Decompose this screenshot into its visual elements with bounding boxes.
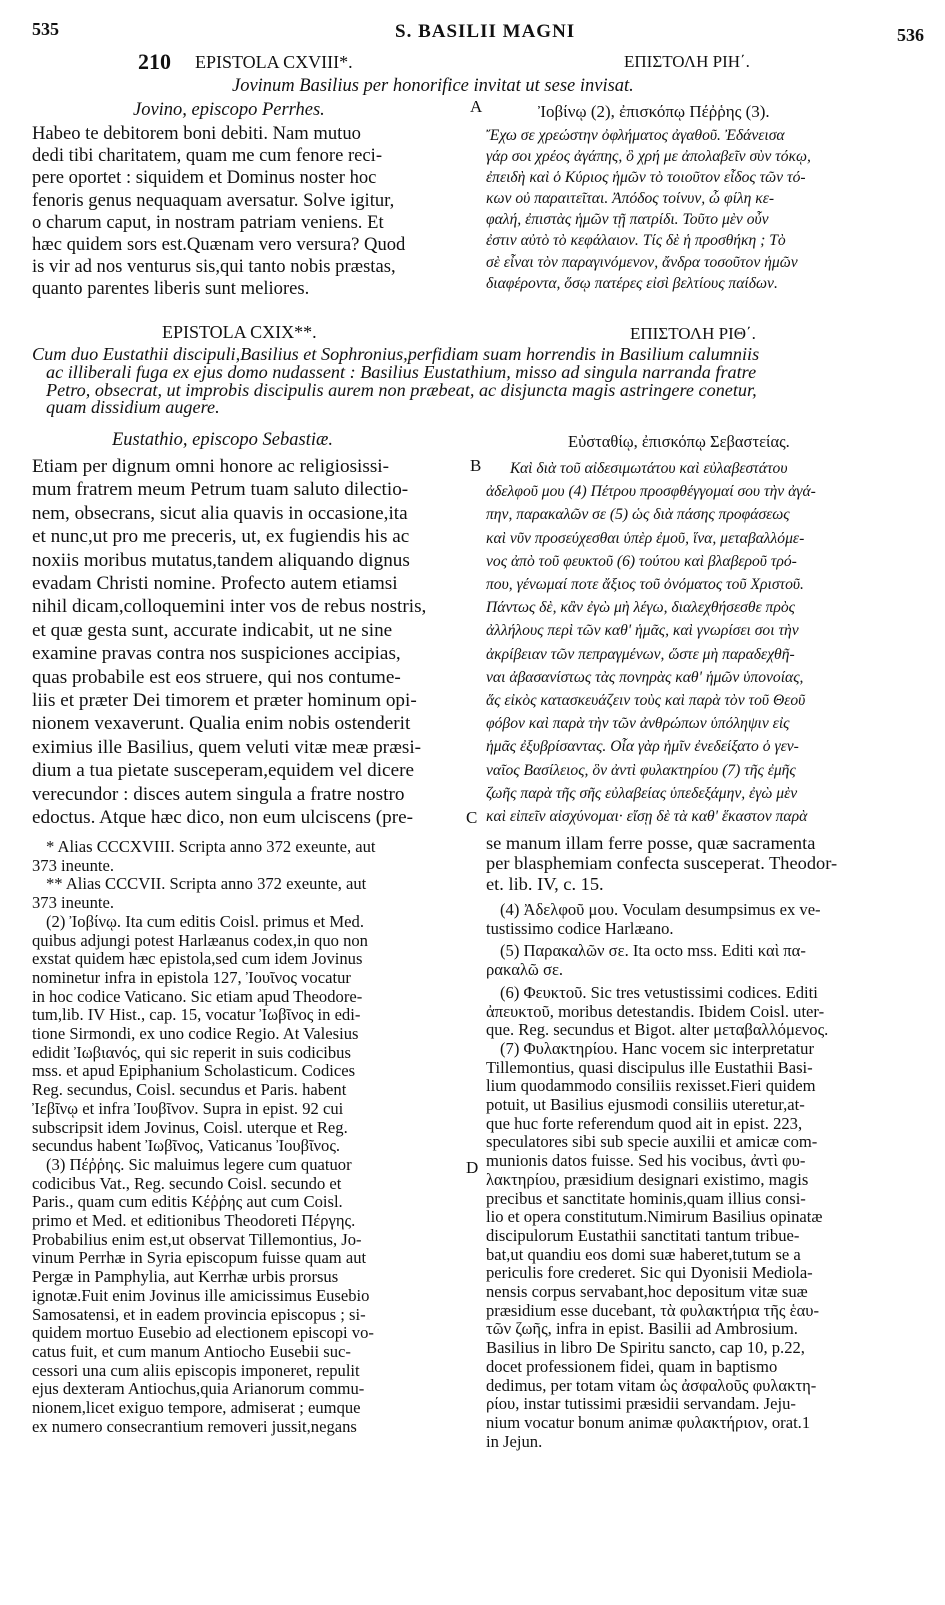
footnote-line: docet professionem fidei, quam in baptismo — [486, 1356, 778, 1376]
text-line: ἀλλήλους περὶ τῶν καθ' ἡμᾶς, καὶ γνωρίσει σοι τὴν — [486, 622, 799, 640]
text-line: dedi tibi charitatem, quam me cum fenore reci- — [32, 145, 383, 167]
footnote-line: edidit Ἰωβιανός, qui sic reperit in suis codicibus — [32, 1042, 351, 1062]
footnote-line: tum,lib. IV Hist., cap. 15, vocatur Ἰωβῖνος in edi- — [32, 1005, 361, 1025]
text-line: examine pravas contra nos suspiciones accipias, — [32, 643, 401, 665]
text-line: eximius ille Basilius, quem veluti vitæ meæ præsi- — [32, 736, 422, 758]
footnote-line: tustissimo codice Harlæano. — [486, 918, 674, 938]
text-line: Cum duo Eustathii discipuli,Basilius et Sophronius,perfidiam suam horrendis in Basilium calumniis — [32, 346, 760, 364]
footnote-line: ex numero consecrantium removeri jussit,negans — [32, 1416, 357, 1436]
footnote-line: τῶν ζωῆς, infra in epist. Basilii ad Ambrosium. — [486, 1319, 798, 1339]
epistle-title-latin: EPISTOLA CXIX**. — [162, 322, 317, 342]
text-line: νος ἀπὸ τοῦ φευκτοῦ (6) τούτου καὶ βλαβεροῦ τρό- — [486, 552, 797, 570]
epistle-title-greek: ΕΠΙΣΤΟΛΗ ΡΙΗ΄. — [624, 52, 750, 71]
addressee-latin: Jovino, episcopo Perrhes. — [133, 100, 325, 120]
text-line: φόβον καὶ παρὰ τὴν τῶν ἀνθρώπων ὑπόληψιν εἰς — [486, 715, 790, 733]
footnote-line: (6) Φευκτοῦ. Sic tres vetustissimi codices. Editi — [500, 982, 818, 1002]
footnote-line: cessori una cum aliis episcopis imponeret, repulit — [32, 1360, 360, 1380]
text-line: ἐστιν αὐτὸ τὸ κεφάλαιον. Τίς δὲ ἡ προσθήκη ; Τὸ — [486, 232, 786, 250]
footnote-line: speculatores sibi sub specie auxilii et amicæ com- — [486, 1132, 818, 1152]
addressee-greek: Εὐσταθίῳ, ἐπισκόπῳ Σεβαστείας. — [568, 432, 790, 451]
footnote-line: munionis datos fuisse. Sed his vocibus, ἀντὶ φυ- — [486, 1151, 806, 1171]
footnote-line: vinum Perrhæ in Syria episcopum fuisse quam aut — [32, 1248, 367, 1268]
note-continuation — [486, 833, 916, 894]
text-line: ἀδελφοῦ μου (4) Πέτρου προσφθέγγομαί σου τὴν ἀγά- — [486, 483, 816, 501]
footnote-line: nensis corpus servabant,hoc depositum vitæ suæ — [486, 1282, 808, 1302]
footnote-line: Paris., quam cum editis Κέῤῥης aut cum Coisl. — [32, 1192, 343, 1212]
footnote-line: exstat quidem hæc epistola,sed cum idem Jovinus — [32, 949, 363, 969]
greek-text-ep118 — [486, 125, 916, 294]
addressee-latin: Eustathio, episcopo Sebastiæ. — [112, 430, 333, 450]
footnote-line: (7) Φυλακτηρίου. Hanc vocem sic interpretatur — [500, 1038, 814, 1058]
footnote-line: quidem mortuo Eusebio ad electionem episcopi vo- — [32, 1323, 374, 1343]
addressee-greek: Ἰοβίνῳ (2), ἐπισκόπῳ Πέῤῥης (3). — [538, 102, 770, 121]
margin-letter-d: D — [466, 1158, 479, 1177]
text-line: Πάντως δὲ, κἂν ἐγὼ μὴ λέγω, διαλεχθήσεσθε πρὸς — [486, 599, 795, 617]
footnote-line: ejus dexteram Antiochus,quia Arianorum commu- — [32, 1379, 365, 1399]
text-line: που, γένωμαί ποτε ἄξιος τοῦ ὀνόματος τοῦ Χριστοῦ. — [486, 576, 804, 594]
text-line: Ἔχω σε χρεώστην ὀφλήματος ἀγαθοῦ. Ἐδάνεισα — [486, 127, 785, 144]
footnote-line: nium vocatur bonum animæ φυλακτήριον, orat.1 — [486, 1412, 811, 1432]
text-line: quam dissidium augere. — [46, 397, 220, 418]
text-line: ἐπειδὴ καὶ ὁ Κύριος ἡμῶν τὸ τοιοῦτον εἶδος τῶν τό- — [486, 169, 806, 187]
epistle-argument: Jovinum Basilius per honorifice invitat ut sese invisat. — [232, 76, 634, 96]
footnote-line: ** Alias CCCVII. Scripta anno 372 exeunte, aut — [46, 874, 367, 894]
footnote-line: præsidium esse ducebant, τὰ φυλακτήρια τῆς ἑαυ- — [486, 1300, 820, 1320]
text-line: nihil dicam,colloquemini inter vos de rebus nostris, — [32, 596, 427, 618]
footnote-line: Reg. secundus, Coisl. secundus et Paris. habent — [32, 1080, 347, 1100]
footnote-line: primo et Med. et editionibus Theodoreti Πέργης. — [32, 1211, 356, 1231]
page-number-left: 535 — [32, 19, 59, 39]
footnote-line: Basilius in libro De Spiritu sancto, cap 10, p.22, — [486, 1338, 805, 1358]
footnote-line: Samosatensi, et in eadem provincia episcopus ; si- — [32, 1304, 366, 1324]
text-line: dium a tua pietate susceperam,equidem vel dicere — [32, 760, 414, 782]
footnote-line: (2) Ἰοβίνῳ. Ita cum editis Coisl. primus et Med. — [46, 911, 364, 931]
footnote-line: precibus et sanctitate hominis,quam illius consi- — [486, 1188, 806, 1208]
footnote-line: lium quodammodo consiliis rexisset.Fieri quidem — [486, 1076, 816, 1096]
epistle-title-greek: ΕΠΙΣΤΟΛΗ ΡΙΘ΄. — [630, 324, 756, 343]
latin-text-ep119 — [32, 455, 472, 830]
footnote-line: Tillemontius, quasi discipulus ille Eustathii Basi- — [486, 1057, 813, 1077]
text-line: ἅς εἰκὸς κατασκευάζειν τοὺς καὶ παρὰ τὸν τοῦ Θεοῦ — [486, 692, 806, 710]
footnote-line: codicibus Vat., Reg. secundo Coisl. secundo et — [32, 1173, 342, 1193]
text-line: is vir ad nos venturus sis,qui tanto nobis præstas, — [32, 256, 396, 278]
text-line: quas probabile est eos struere, qui nos contume- — [32, 666, 401, 688]
text-line: quanto parentes liberis sunt meliores. — [32, 278, 310, 300]
latin-text-ep118 — [32, 123, 472, 301]
footnote-line: tione Sirmondi, ex uno codice Regio. At Valesius — [32, 1024, 359, 1044]
text-line: et. lib. IV, c. 15. — [486, 873, 604, 894]
greek-text-ep119 — [486, 457, 916, 828]
text-line: ναῖος Βασίλειος, ὃν ἀντὶ φυλακτηρίου (7) τῆς ἐμῆς — [486, 761, 796, 779]
text-line: pere oportet : siquidem et Dominus noster hoc — [32, 167, 377, 189]
text-line: nionem vexaverunt. Qualia enim nobis ostenderit — [32, 713, 411, 735]
footnote-line: quibus adjungi potest Harlæanus codex,in quo non — [32, 930, 368, 950]
footnote-line: potuit, ut Basilius ejusmodi consiliis uteretur,at- — [486, 1095, 805, 1115]
text-line: σὲ εἶναι τὸν παραγινόμενον, ἄνδρα τοσοῦτον ἡμῶν — [486, 253, 798, 271]
page-number-right: 536 — [897, 25, 924, 45]
text-line: ἡμᾶς ἐξυβρίσαντας. Οἷα γὰρ ἡμῖν ἐνεδείξατο ὁ γεν- — [486, 738, 799, 756]
margin-letter-c: C — [466, 808, 478, 827]
epistle-title-latin: EPISTOLA CXVIII*. — [195, 52, 353, 72]
text-line: Habeo te debitorem boni debiti. Nam mutuo — [32, 123, 361, 144]
text-line: ναι ἀβασανίστως τὰς πονηρὰς καθ' ἡμῶν ὑπονοίας, — [486, 668, 804, 686]
text-line: διαφέροντα, ὅσῳ πατέρες εἰσὶ βελτίους παίδων. — [486, 274, 778, 292]
text-line: fenoris genus nequaquam aversatur. Solve igitur, — [32, 189, 395, 211]
footnote-line: discipulorum Eustathii sanctitati tantum tribue- — [486, 1225, 800, 1245]
footnote-line: que. Reg. secundus et Bigot. alter μεταβαλλόμενος. — [486, 1020, 829, 1040]
footnote-line: ρακαλῶ σε. — [486, 960, 564, 980]
text-line: κων οὐ παραιτεῖται. Ἀπόδος τοίνυν, ὦ φίλη κε- — [486, 190, 775, 208]
text-line: Καὶ διὰ τοῦ αἰδεσιμωτάτου καὶ εὐλαβεστάτου — [510, 460, 788, 477]
text-line: se manum illam ferre posse, quæ sacramenta — [486, 833, 816, 853]
footnote-line: catus fuit, et cum manum Antiocho Eusebii suc- — [32, 1341, 351, 1361]
footnote-line: subscripsit idem Jovinus, Coisl. uterque et Reg. — [32, 1117, 348, 1137]
footnote-line: (3) Πέῤῥης. Sic maluimus legere cum quatuor — [46, 1154, 352, 1174]
text-line: ζωῆς παρὰ τῆς σῆς εὐλαβείας ὑπεδεξάμην, ἐγὼ μὲν — [486, 784, 798, 802]
running-title: S. BASILII MAGNI — [395, 21, 576, 42]
text-line: ac illiberali fuga ex ejus domo nudassent : Basilius Eustathium, misso ad singula narranda fratre — [46, 361, 757, 382]
text-line: liis et præter Dei timorem et præter hominum opi- — [32, 690, 417, 712]
text-line: Petro, obsecrat, ut improbis discipulis aurem non præbeat, ac disjuncta magis astringere conetur, — [46, 379, 757, 400]
footnote-line: ρίου, instar tutissimi præsidii servandam. Jeju- — [486, 1394, 796, 1414]
footnotes-left — [32, 838, 472, 1437]
footnote-line: in hoc codice Vaticano. Sic etiam apud Theodore- — [32, 986, 363, 1006]
footnote-line: Probabilius enim est,ut observat Tillemontius, Jo- — [32, 1229, 362, 1249]
footnote-line: (5) Παρακαλῶν σε. Ita octo mss. Editi καὶ πα- — [500, 941, 806, 961]
column-number: 210 — [138, 49, 171, 74]
footnote-line: secundus habent Ἰωβῖνος, Vaticanus Ἰουβῖνος. — [32, 1136, 341, 1156]
text-line: verecundor : disces autem singula a fratre nostro — [32, 783, 405, 805]
footnote-line: 373 ineunte. — [32, 893, 115, 913]
text-line: καὶ εἰπεῖν αἰσχύνομαι· εἴσῃ δὲ τὰ καθ' ἕκαστον παρὰ — [486, 808, 808, 826]
text-line: nem, obsecrans, sicut alia quavis in occasione,ita — [32, 502, 408, 524]
footnote-line: dedimus, per totam vitam ὡς ἀσφαλοῦς φυλακτη- — [486, 1375, 817, 1395]
text-line: γάρ σοι χρέος ἀγάπης, ὃ χρή με ἀπολαβεῖν σὺν τόκῳ, — [486, 148, 811, 166]
text-line: πην, παρακαλῶν σε (5) ὡς διὰ πάσης προφάσεως — [486, 506, 790, 524]
footnote-line: (4) Ἀδελφοῦ μου. Voculam desumpsimus ex ve- — [500, 901, 821, 919]
text-line: ἀκρίβειαν τῶν πεπραγμένων, ὥστε μὴ παραδεχθῆ- — [486, 645, 795, 663]
footnote-line: periculis fore crederet. Sic qui Dyonisii Mediola- — [486, 1263, 813, 1283]
footnote-line: mss. et apud Epiphanium Scholasticum. Codices — [32, 1061, 356, 1081]
text-line: Etiam per dignum omni honore ac religiosissi- — [32, 456, 390, 477]
footnote-line: 373 ineunte. — [32, 855, 115, 875]
text-line: per blasphemiam confecta susceperat. Theodor- — [486, 853, 838, 874]
text-line: noxiis moribus mutatus,tandem aliquando dignus — [32, 549, 410, 571]
footnote-line: ignotæ.Fuit enim Jovinus ille amicissimus Eusebio — [32, 1285, 370, 1305]
text-line: mum fratrem meum Petrum tuam saluto dilectio- — [32, 479, 409, 501]
footnotes-right — [486, 901, 918, 1451]
text-line: φαλή, ἐπιστὰς ἡμῶν τῇ πατρίδι. Τοῦτο μὲν οὖν — [486, 211, 769, 229]
text-line: o charum caput, in nostram patriam veniens. Et — [32, 211, 384, 233]
footnote-line: nominetur infra in epistola 127, Ἰουῖνος vocatur — [32, 967, 351, 987]
text-line: evadam Christi nomine. Profecto autem etiamsi — [32, 573, 398, 595]
footnote-line: in Jejun. — [486, 1431, 543, 1451]
footnote-line: nionem,licet exiguo tempore, admiserat ; eumque — [32, 1398, 361, 1418]
text-line: et nunc,ut pro me preceris, ut, ex fugiendis his ac — [32, 526, 410, 548]
text-line: edoctus. Atque hæc dico, non eum ulciscens (pre- — [32, 807, 413, 829]
text-line: καὶ νῦν προσεύχεσθαι ὑπὲρ ἐμοῦ, ἵνα, μεταβαλλόμε- — [486, 529, 805, 547]
text-line: et quæ gesta sunt, accurate indicabit, ut ne sine — [32, 619, 393, 641]
footnote-line: que huc forte referendum quod ait in epist. 223, — [486, 1113, 803, 1133]
margin-letter-b: B — [470, 456, 482, 475]
footnote-line: bat,ut quandiu eos domi suæ haberet,tutum se a — [486, 1244, 801, 1264]
footnote-line: λακτηρίου, præsidium designari existimo, magis — [486, 1169, 809, 1189]
footnote-line: lio et opera constitutum.Nimirum Basilius opinatæ — [486, 1207, 823, 1227]
epistle-argument — [32, 346, 922, 417]
footnote-line: ἀπευκτοῦ, moribus detestandis. Ibidem Coisl. uter- — [486, 1001, 825, 1021]
margin-letter-a: A — [470, 97, 483, 116]
text-line: hæc quidem sors est.Quænam vero versura? Quod — [32, 234, 406, 256]
footnote-line: * Alias CCCXVIII. Scripta anno 372 exeunte, aut — [46, 838, 376, 856]
footnote-line: Ἰεβῖνῳ et infra Ἰουβῖνον. Supra in epist. 92 cui — [32, 1098, 344, 1118]
footnote-line: Pergæ in Pamphylia, aut Kerrhæ urbis prorsus — [32, 1267, 339, 1287]
